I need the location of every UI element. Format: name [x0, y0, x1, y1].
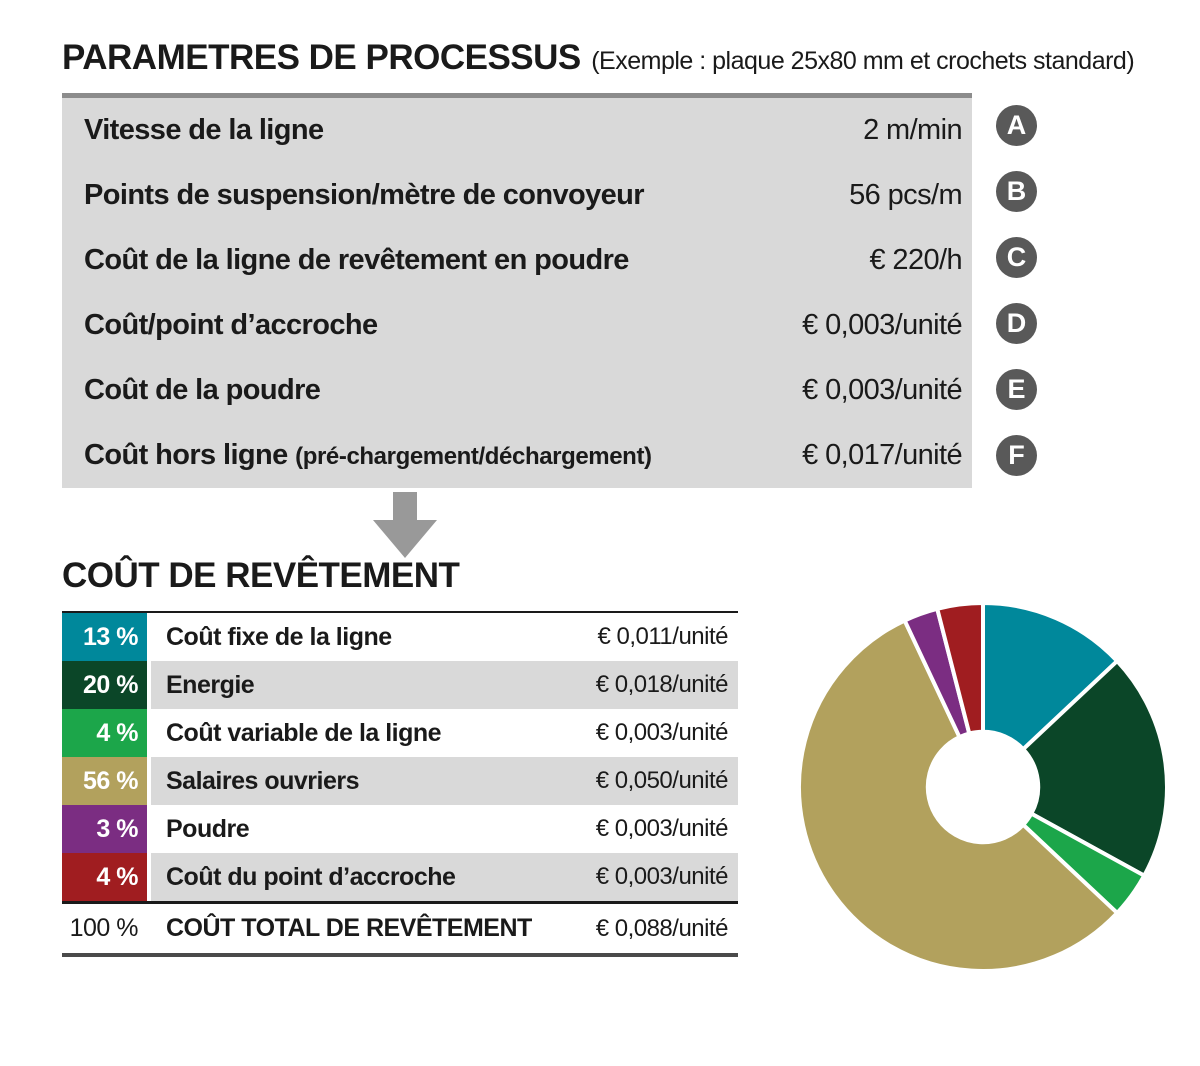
down-arrow-icon [372, 492, 438, 558]
page-header [62, 38, 1182, 78]
color-swatch [62, 853, 147, 901]
cost-label: Energie [166, 670, 255, 699]
page-subtitle: (Exemple : plaque 25x80 mm et crochets standard) [591, 47, 1135, 75]
param-label: Coût de la ligne de revêtement en poudre [84, 244, 629, 276]
process-parameters-table [62, 93, 972, 488]
param-label-note: (pré-chargement/déchargement) [295, 443, 652, 470]
table-row [62, 293, 972, 358]
donut-chart-svg [780, 584, 1186, 990]
table-row [62, 228, 972, 293]
param-value: 56 pcs/m [849, 179, 962, 211]
cost-value: € 0,011/unité [597, 623, 728, 650]
page-title: PARAMETRES DE PROCESSUS [62, 38, 581, 77]
table-row [62, 423, 972, 488]
badge-d: D [996, 303, 1037, 344]
section-title: COÛT DE REVÊTEMENT [62, 556, 460, 595]
total-label: COÛT TOTAL DE REVÊTEMENT [166, 914, 532, 942]
cost-value: € 0,018/unité [595, 671, 728, 698]
param-value: € 0,017/unité [802, 439, 962, 471]
table-row [62, 805, 738, 853]
cost-label: Salaires ouvriers [166, 766, 360, 795]
cost-label: Poudre [166, 814, 250, 843]
param-value: € 220/h [869, 244, 962, 276]
total-pct: 100 % [69, 914, 138, 942]
cost-value: € 0,003/unité [595, 719, 728, 746]
param-label: Coût de la poudre [84, 374, 321, 406]
cost-label: Coût fixe de la ligne [166, 622, 392, 651]
coating-cost-table [62, 611, 738, 957]
cost-donut-chart [780, 584, 1186, 990]
pct-value: 4 % [96, 718, 138, 747]
badge-c: C [996, 237, 1037, 278]
cost-label: Coût du point d’accroche [166, 862, 456, 891]
table-row [62, 853, 738, 901]
total-row [62, 901, 738, 957]
badge-e: E [996, 369, 1037, 410]
param-label: Coût hors ligne (pré-chargement/déchargement) [84, 439, 652, 471]
cost-value: € 0,050/unité [595, 767, 728, 794]
param-value: € 0,003/unité [802, 309, 962, 341]
param-label: Coût/point d’accroche [84, 309, 378, 341]
pct-value: 4 % [96, 862, 138, 891]
param-value: 2 m/min [863, 114, 962, 146]
badge-b: B [996, 171, 1037, 212]
param-value: € 0,003/unité [802, 374, 962, 406]
pct-value: 56 % [83, 766, 138, 795]
color-swatch [62, 613, 147, 661]
table-row [62, 163, 972, 228]
pct-value: 20 % [83, 670, 138, 699]
table-row [62, 757, 738, 805]
color-swatch [62, 709, 147, 757]
badge-f: F [996, 435, 1037, 476]
pct-value: 13 % [83, 622, 138, 651]
table-row [62, 709, 738, 757]
param-label: Vitesse de la ligne [84, 114, 324, 146]
badge-a: A [996, 105, 1037, 146]
table-row [62, 613, 738, 661]
color-swatch [62, 757, 147, 805]
color-swatch [62, 661, 147, 709]
total-value: € 0,088/unité [595, 914, 728, 942]
table-row [62, 98, 972, 163]
table-row [62, 661, 738, 709]
cost-value: € 0,003/unité [595, 863, 728, 890]
pct-value: 3 % [96, 814, 138, 843]
param-badge-column [996, 93, 1037, 488]
color-swatch [62, 805, 147, 853]
param-label: Points de suspension/mètre de convoyeur [84, 179, 644, 211]
cost-value: € 0,003/unité [595, 815, 728, 842]
cost-label: Coût variable de la ligne [166, 718, 442, 747]
table-row [62, 358, 972, 423]
